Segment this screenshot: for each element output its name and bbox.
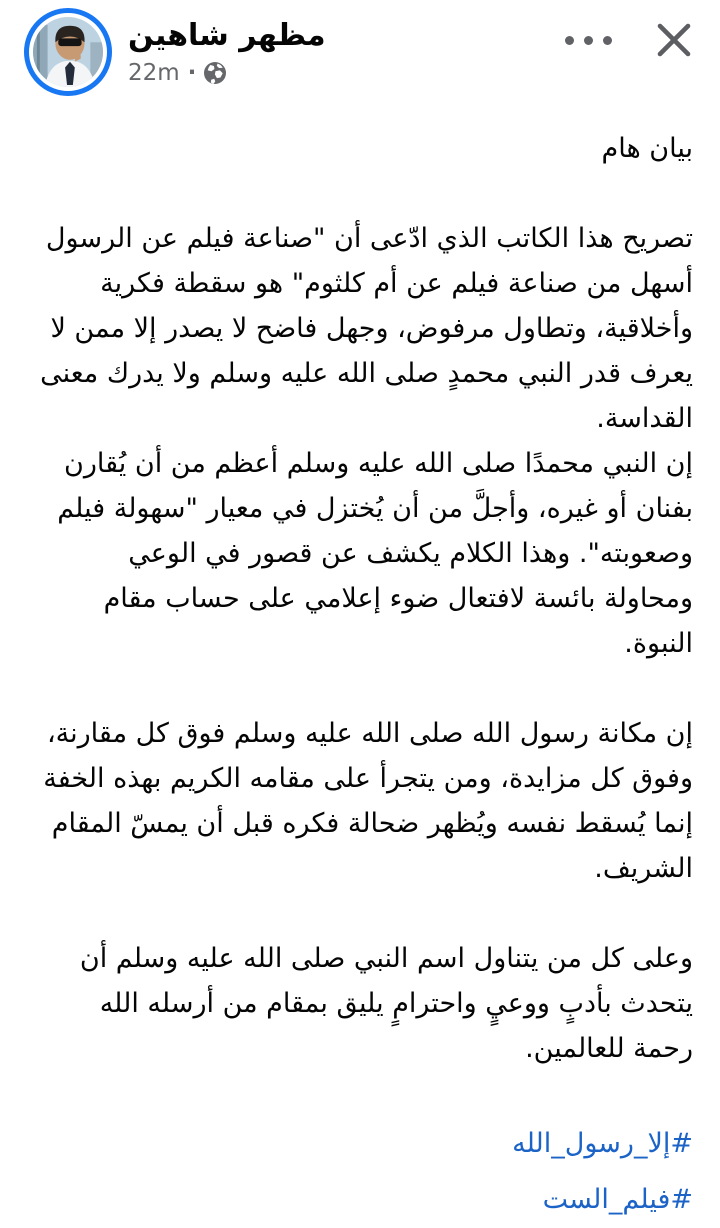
hashtag-link[interactable]: #فيلم_الست [542,1184,693,1215]
post-body [0,112,720,1228]
avatar[interactable] [24,8,112,96]
timestamp[interactable]: 22m [128,60,180,86]
post-title-paragraph [20,126,693,171]
post-text-line: وأخلاقية، وتطاول مرفوض، وجهل فاضح لا يصدر إلا ممن لا [50,313,693,344]
post-paragraph [20,936,693,1071]
more-options-button[interactable] [563,26,614,55]
post-text-line: رحمة للعالمين. [525,1033,693,1064]
post-text-line: بفنان أو غيره، وأجلَّ من أن يُختزل في معيار "سهولة فيلم [57,493,693,524]
post-text-line: إن النبي محمدًا صلى الله عليه وسلم أعظم من أن يُقارن [64,448,693,479]
profile-photo [33,17,103,87]
post-text-line: إن مكانة رسول الله صلى الله عليه وسلم فوق كل مقارنة، [46,718,693,749]
profile-name[interactable]: مظهر شاهين [128,18,326,53]
post-text-line: أسهل من صناعة فيلم عن أم كلثوم" هو سقطة فكرية [100,268,693,299]
header-actions [563,16,698,64]
close-icon [660,26,688,54]
post-text-line: وفوق كل مزايدة، ومن يتجرأ على مقامه الكريم بهذه الخفة [43,763,693,794]
post-paragraph [20,711,693,891]
post-text-line: يتحدث بأدبٍ ووعيٍ واحترامٍ يليق بمقام من أرسله الله [99,988,693,1019]
post-text-line: وصعوبته". وهذا الكلام يكشف عن قصور في الوعي [128,538,693,569]
post-text-line: إنما يُسقط نفسه ويُظهر ضحالة فكره قبل أن يمسّ المقام [51,808,693,839]
post-text-line: ومحاولة بائسة لافتعال ضوء إعلامي على حساب مقام [103,583,693,614]
post-text-line: يعرف قدر النبي محمدٍ صلى الله عليه وسلم ولا يدرك معنى [40,358,693,389]
header-text-block [128,16,326,86]
post-text-line: النبوة. [624,628,693,659]
post-text-line: تصريح هذا الكاتب الذي ادّعى أن "صناعة فيلم عن الرسول [45,223,693,254]
ellipsis-dot [584,36,593,45]
post-paragraph [20,216,693,666]
post-meta [128,60,326,86]
ellipsis-dot [565,36,574,45]
post-text-line: القداسة. [596,403,693,434]
post-title: بيان هام [601,133,693,164]
post-header [0,0,720,112]
close-button[interactable] [650,16,698,64]
post-text-line: الشريف. [594,853,693,884]
hashtag-block [20,1116,693,1228]
globe-icon [204,62,226,84]
post-text-line: وعلى كل من يتناول اسم النبي صلى الله عليه وسلم أن [79,943,693,974]
ellipsis-dot [603,36,612,45]
meta-separator: · [187,60,197,86]
hashtag-link[interactable]: #إلا_رسول_الله [512,1128,693,1159]
